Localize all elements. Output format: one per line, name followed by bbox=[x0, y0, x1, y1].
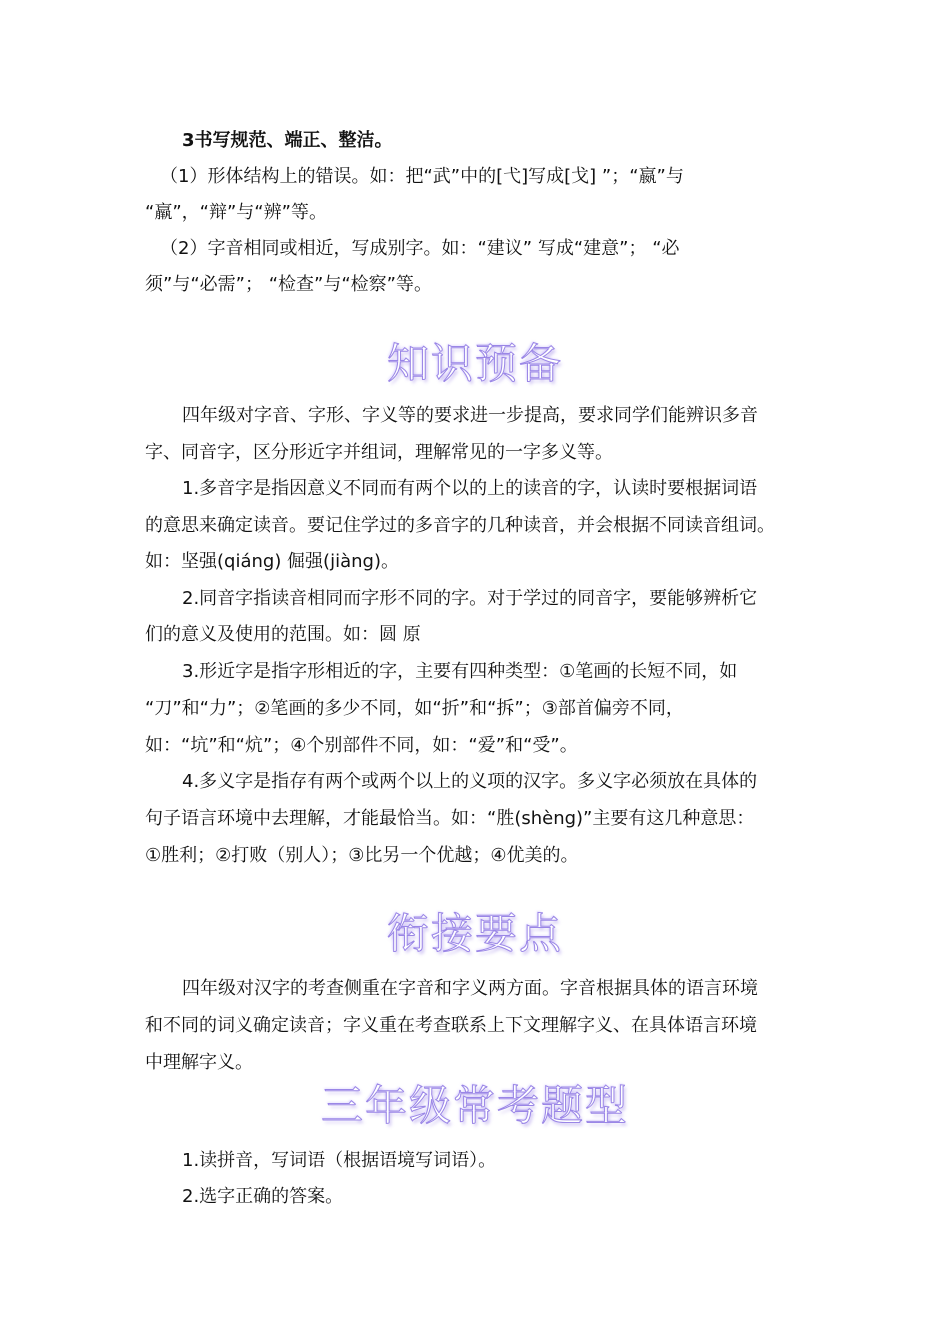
paragraph-line: “羸”，“辩”与“辨”等。 bbox=[145, 202, 327, 223]
paragraph-line: 句子语言环境中去理解，才能最恰当。如：“胜(shèng)”主要有这几种意思： bbox=[145, 808, 755, 829]
paragraph-line: 中理解字义。 bbox=[145, 1052, 253, 1073]
paragraph-line: 须”与“必需”； “检查”与“检察”等。 bbox=[145, 274, 432, 295]
paragraph-line: 如：“坑”和“炕”；④个别部件不同，如：“爱”和“受”。 bbox=[145, 735, 578, 756]
list-item: 2.选字正确的答案。 bbox=[182, 1186, 344, 1207]
heading-connection: 衔接要点 bbox=[386, 909, 563, 958]
paragraph-line: （1）形体结构上的错误。如：把“武”中的[弋]写成[戈] ”；“嬴”与 bbox=[160, 166, 684, 187]
paragraph-line: 和不同的词义确定读音；字义重在考查联系上下文理解字义、在具体语言环境 bbox=[145, 1015, 757, 1036]
heading-question-types: 三年级常考题型 bbox=[320, 1081, 629, 1130]
heading-knowledge: 知识预备 bbox=[386, 339, 563, 388]
paragraph-line: 如：坚强(qiáng) 倔强(jiàng)。 bbox=[145, 551, 399, 572]
paragraph-line: “刀”和“力”；②笔画的多少不同，如“折”和“拆”；③部首偏旁不同， bbox=[145, 698, 684, 719]
paragraph-line: 四年级对字音、字形、字义等的要求进一步提高，要求同学们能辨识多音 bbox=[182, 405, 758, 426]
paragraph-line: 3.形近字是指字形相近的字，主要有四种类型：①笔画的长短不同，如 bbox=[182, 661, 738, 682]
paragraph-line: 们的意义及使用的范围。如：圆 原 bbox=[145, 624, 421, 645]
list-item: 1.读拼音，写词语（根据语境写词语）。 bbox=[182, 1150, 497, 1171]
paragraph-line: 字、同音字，区分形近字并组词，理解常见的一字多义等。 bbox=[145, 442, 613, 463]
paragraph-line: 4.多义字是指存有两个或两个以上的义项的汉字。多义字必须放在具体的 bbox=[182, 771, 758, 792]
paragraph-line: （2）字音相同或相近，写成别字。如：“建议” 写成“建意”； “必 bbox=[160, 238, 680, 259]
paragraph-line: 四年级对汉字的考查侧重在字音和字义两方面。字音根据具体的语言环境 bbox=[182, 978, 758, 999]
paragraph-line: 1.多音字是指因意义不同而有两个以的上的读音的字，认读时要根据词语 bbox=[182, 478, 758, 499]
section-title: 3书写规范、端正、整洁。 bbox=[182, 130, 393, 151]
paragraph-line: ①胜利；②打败（别人）；③比另一个优越；④优美的。 bbox=[145, 845, 579, 866]
paragraph-line: 2.同音字指读音相同而字形不同的字。对于学过的同音字，要能够辨析它 bbox=[182, 588, 758, 609]
paragraph-line: 的意思来确定读音。要记住学过的多音字的几种读音，并会根据不同读音组词。 bbox=[145, 515, 775, 536]
